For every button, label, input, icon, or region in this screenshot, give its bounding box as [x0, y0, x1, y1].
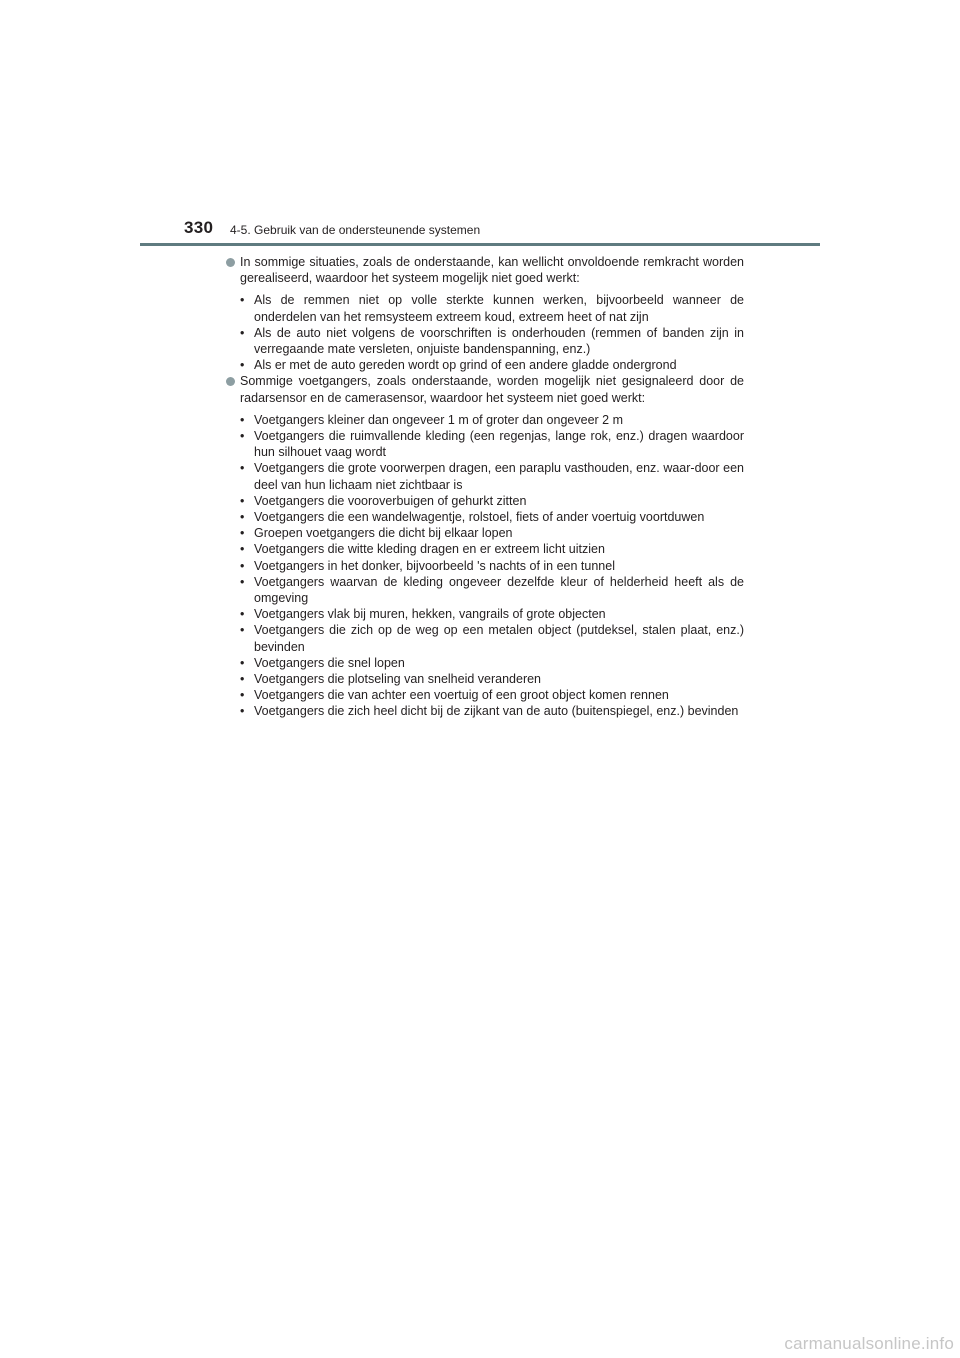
header-divider [140, 243, 820, 246]
paragraph-text: Sommige voetgangers, zoals onderstaande, worden mogelijk niet gesignaleerd door de radarsensor en de camerasensor, waardoor het systeem niet goed werkt: [240, 374, 744, 405]
list-item [240, 292, 744, 324]
list-item [240, 357, 744, 373]
section-title: 4-5. Gebruik van de ondersteunende systemen [230, 223, 481, 237]
list-item [240, 325, 744, 357]
list-item-text: Voetgangers die witte kleding dragen en er extreem licht uitzien [254, 542, 605, 557]
list-item [240, 655, 744, 671]
list-item-text: Als de remmen niet op volle sterkte kunnen werken, bijvoorbeeld wanneer de onderdelen van het remsysteem extreem koud, extreem heet of nat zijn [254, 293, 744, 324]
list-item-text: Voetgangers die van achter een voertuig of een groot object komen rennen [254, 688, 669, 703]
list-item [240, 493, 744, 509]
dot-bullet-icon: • [240, 655, 245, 670]
list-item [240, 687, 744, 703]
dot-bullet-icon: • [240, 542, 245, 557]
list-item-text: Voetgangers vlak bij muren, hekken, vangrails of grote objecten [254, 607, 606, 622]
list-item-text: Voetgangers waarvan de kleding ongeveer dezelfde kleur of helderheid heeft als de omgeving [254, 574, 744, 606]
bullet-paragraph [226, 373, 744, 405]
list-item [240, 622, 744, 654]
list-item-text: Voetgangers die snel lopen [254, 655, 405, 670]
list-item-text: Voetgangers kleiner dan ongeveer 1 m of groter dan ongeveer 2 m [254, 412, 623, 427]
page-header [0, 0, 960, 250]
list-item [240, 460, 744, 492]
dot-bullet-icon: • [240, 623, 245, 638]
dot-bullet-icon: • [240, 325, 245, 340]
dot-bullet-icon: • [240, 688, 245, 703]
sub-list-pedestrians [240, 412, 744, 720]
list-item [240, 509, 744, 525]
dot-bullet-icon: • [240, 461, 245, 476]
dot-bullet-icon: • [240, 293, 245, 308]
list-item [240, 574, 744, 606]
list-item [240, 412, 744, 428]
list-item [240, 525, 744, 541]
dot-bullet-icon: • [240, 704, 245, 719]
page-content [226, 254, 744, 720]
list-item [240, 428, 744, 460]
dot-bullet-icon: • [240, 526, 245, 541]
dot-bullet-icon: • [240, 607, 245, 622]
circle-bullet-icon [226, 258, 235, 267]
list-item [240, 703, 744, 719]
dot-bullet-icon: • [240, 429, 245, 444]
bullet-paragraph [226, 254, 744, 286]
list-item-text: Als de auto niet volgens de voorschriften is onderhouden (remmen of banden zijn in verregaande mate versleten, onjuiste bandenspanning, enz.) [254, 325, 744, 357]
list-item-text: Als er met de auto gereden wordt op grind of een andere gladde ondergrond [254, 358, 677, 373]
list-item-text: Voetgangers die plotseling van snelheid veranderen [254, 672, 542, 687]
list-item [240, 606, 744, 622]
dot-bullet-icon: • [240, 358, 245, 373]
watermark: carmanualsonline.info [784, 1334, 954, 1353]
list-item [240, 558, 744, 574]
list-item-text: Voetgangers die zich op de weg op een metalen object (putdeksel, stalen plaat, enz.) bevinden [254, 623, 744, 654]
page-number: 330 [184, 218, 214, 237]
list-item-text: Voetgangers in het donker, bijvoorbeeld 's nachts of in een tunnel [254, 558, 615, 573]
circle-bullet-icon [226, 377, 235, 386]
list-item-text: Voetgangers die ruimvallende kleding (een regenjas, lange rok, enz.) dragen waardoor hun silhouet vaag wordt [254, 429, 744, 460]
list-item-text: Voetgangers die vooroverbuigen of gehurkt zitten [254, 493, 527, 508]
dot-bullet-icon: • [240, 412, 245, 427]
dot-bullet-icon: • [240, 574, 245, 589]
dot-bullet-icon: • [240, 510, 245, 525]
list-item [240, 671, 744, 687]
dot-bullet-icon: • [240, 493, 245, 508]
sub-list-brakes [240, 292, 744, 373]
list-item-text: Voetgangers die een wandelwagentje, rolstoel, fiets of ander voertuig voortduwen [254, 510, 705, 525]
list-item-text: Groepen voetgangers die dicht bij elkaar lopen [254, 526, 513, 541]
list-item-text: Voetgangers die zich heel dicht bij de zijkant van de auto (buitenspiegel, enz.) bevinden [254, 704, 739, 719]
list-item-text: Voetgangers die grote voorwerpen dragen, een paraplu vasthouden, enz. waar-door een deel van hun lichaam niet zichtbaar is [254, 461, 744, 492]
dot-bullet-icon: • [240, 558, 245, 573]
dot-bullet-icon: • [240, 672, 245, 687]
paragraph-text: In sommige situaties, zoals de onderstaande, kan wellicht onvoldoende remkracht worden gerealiseerd, waardoor het systeem mogelijk niet goed werkt: [240, 255, 744, 286]
list-item [240, 541, 744, 557]
